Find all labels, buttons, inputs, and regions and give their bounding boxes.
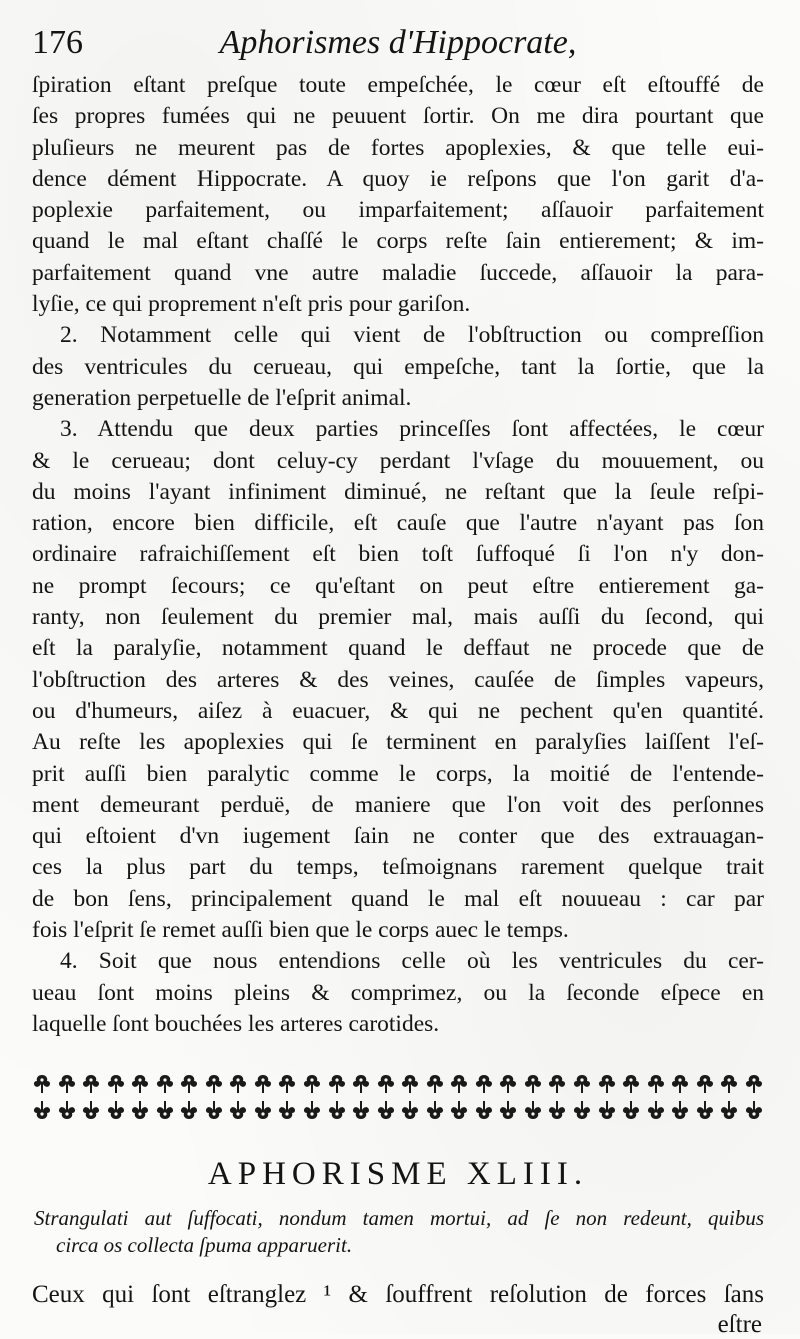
fleuron-icon	[547, 1099, 567, 1121]
text-line: Au reſte les apoplexies qui ſe terminent en paralyſies laiſſent l'eſ-	[32, 729, 764, 756]
text-line: eſt la paralyſie, notamment quand le deffaut ne procede que de	[32, 635, 764, 662]
fleuron-icon	[376, 1099, 396, 1121]
aphorism-heading: APHORISME XLIII.	[207, 1156, 589, 1193]
fleuron-icon	[204, 1099, 224, 1121]
catchword: eſtre	[717, 1311, 762, 1339]
fleuron-icon	[670, 1073, 690, 1095]
text-line: ou d'humeurs, aiſez à euacuer, & qui ne pechent qu'en quantité.	[32, 697, 764, 724]
fleuron-icon	[449, 1073, 469, 1095]
fleuron-icon	[327, 1073, 347, 1095]
fleuron-icon	[179, 1073, 199, 1095]
latin-line: circa os collecta ſpuma apparuerit.	[56, 1233, 353, 1258]
fleuron-icon	[106, 1073, 126, 1095]
text-line: quand le mal eſtant chaſſé le corps reſte ſain entierement; & im-	[32, 228, 764, 255]
fleuron-icon	[302, 1073, 322, 1095]
fleuron-icon	[719, 1099, 739, 1121]
text-line: laquelle ſont bouchées les arteres carotides.	[32, 1010, 440, 1037]
fleuron-icon	[400, 1099, 420, 1121]
fleuron-icon	[523, 1073, 543, 1095]
fleuron-icon	[695, 1099, 715, 1121]
text-line: ces la plus part du temps, teſmoignans rarement quelque trait	[32, 854, 764, 881]
text-line: ſes propres fumées qui ne peuuent ſortir. On me dira pourtant que	[32, 103, 764, 130]
fleuron-icon	[719, 1073, 739, 1095]
running-head	[32, 24, 764, 70]
fleuron-icon	[155, 1099, 175, 1121]
text-line: ranty, non ſeulement du premier mal, mais auſſi du ſecond, qui	[32, 604, 764, 631]
text-line: du moins l'ayant infiniment diminué, ne reſtant que la ſeule reſpi-	[32, 478, 764, 505]
text-line: dence dément Hippocrate. A quoy ie reſpons que l'on garit d'a-	[32, 165, 764, 192]
text-line: parfaitement quand vne autre maladie ſuccede, aſſauoir la para-	[32, 259, 764, 286]
fleuron-icon	[646, 1073, 666, 1095]
text-line: fois l'eſprit ſe remet auſſi bien que le corps auec le temps.	[32, 917, 569, 944]
fleuron-icon	[670, 1099, 690, 1121]
fleuron-icon	[474, 1073, 494, 1095]
text-line: pluſieurs ne meurent pas de fortes apoplexies, & que telle eui-	[32, 134, 764, 161]
fleuron-icon	[253, 1073, 273, 1095]
fleuron-icon	[425, 1073, 445, 1095]
text-line: l'obſtruction des arteres & des veines, cauſée de ſimples vapeurs,	[32, 666, 764, 693]
text-line: de bon ſens, principalement quand le mal eſt nouueau : car par	[32, 885, 764, 912]
fleuron-icon	[57, 1073, 77, 1095]
fleuron-icon	[277, 1099, 297, 1121]
fleuron-icon	[253, 1099, 273, 1121]
fleuron-icon	[400, 1073, 420, 1095]
fleuron-icon	[474, 1099, 494, 1121]
text-line: 4. Soit que nous entendions celle où les ventricules du cer-	[60, 948, 764, 975]
fleuron-icon	[204, 1073, 224, 1095]
fleuron-icon	[621, 1073, 641, 1095]
french-translation-text	[32, 1279, 764, 1311]
text-line: ueau ſont moins pleins & comprimez, ou la ſeconde eſpece en	[32, 979, 764, 1006]
text-line: ne prompt ſecours; ce qu'eſtant on peut eſtre entierement ga-	[32, 572, 764, 599]
fleuron-icon	[547, 1073, 567, 1095]
text-line: 2. Notamment celle qui vient de l'obſtruction ou compreſſion	[60, 322, 764, 349]
fleuron-icon	[351, 1073, 371, 1095]
translation-line: Ceux qui ſont eſtranglez ¹ & ſouffrent reſolution de forces ſans	[32, 1281, 764, 1309]
fleuron-icon	[572, 1073, 592, 1095]
fleuron-icon	[57, 1099, 77, 1121]
text-line: generation perpetuelle de l'eſprit animal.	[32, 384, 412, 411]
text-line: qui eſtoient d'vn iugement ſain ne conter que des extrauagan-	[32, 823, 764, 850]
fleuron-icon	[376, 1073, 396, 1095]
latin-line: Strangulati aut ſuffocati, nondum tamen mortui, ad ſe non redeunt, quibus	[34, 1206, 764, 1231]
fleuron-icon	[597, 1073, 617, 1095]
fleuron-icon	[744, 1099, 764, 1121]
fleuron-icon	[228, 1073, 248, 1095]
text-line: des ventricules du cerueau, qui empeſche, tant la ſortie, que la	[32, 353, 764, 380]
text-line: poplexie parfaitement, ou imparfaitement; aſſauoir parfaitement	[32, 197, 764, 224]
fleuron-icon	[695, 1073, 715, 1095]
fleuron-icon	[179, 1099, 199, 1121]
fleuron-icon	[155, 1073, 175, 1095]
page-number: 176	[32, 24, 83, 61]
fleuron-icon	[646, 1099, 666, 1121]
fleuron-icon	[302, 1099, 322, 1121]
fleuron-icon	[81, 1073, 101, 1095]
fleuron-icon	[277, 1073, 297, 1095]
commentary-text	[32, 70, 764, 1040]
text-line: & le cerueau; dont celuy-cy perdant l'vſage du mouuement, ou	[32, 447, 764, 474]
fleuron-row	[32, 1071, 764, 1097]
fleuron-icon	[425, 1099, 445, 1121]
fleuron-icon	[498, 1073, 518, 1095]
text-line: ration, encore bien difficile, eſt cauſe que l'autre n'ayant pas ſon	[32, 510, 764, 537]
fleuron-icon	[130, 1099, 150, 1121]
fleuron-icon	[621, 1099, 641, 1121]
fleuron-icon	[449, 1099, 469, 1121]
fleuron-icon	[228, 1099, 248, 1121]
text-line: lyſie, ce qui proprement n'eſt pris pour gariſon.	[32, 291, 471, 318]
text-line: ſpiration eſtant preſque toute empeſchée, le cœur eſt eſtouffé de	[32, 72, 764, 98]
text-line: ordinaire rafraichiſſement eſt bien toſt ſuffoqué ſi l'on n'y don-	[32, 541, 764, 568]
fleuron-icon	[32, 1099, 52, 1121]
fleuron-icon	[498, 1099, 518, 1121]
text-line: prit auſſi bien paralytic comme le corps, la moitié de l'entende-	[32, 760, 764, 787]
fleuron-icon	[130, 1073, 150, 1095]
fleuron-icon	[32, 1073, 52, 1095]
fleuron-icon	[744, 1073, 764, 1095]
fleuron-icon	[327, 1099, 347, 1121]
latin-aphorism-text	[32, 1205, 764, 1259]
fleuron-ornament-band	[32, 1070, 764, 1124]
fleuron-icon	[572, 1099, 592, 1121]
fleuron-icon	[81, 1099, 101, 1121]
fleuron-icon	[523, 1099, 543, 1121]
fleuron-row	[32, 1097, 764, 1123]
running-title: Aphorismes d'Hippocrate,	[219, 24, 577, 61]
text-line: ment demeurant perduë, de maniere que l'on voit des perſonnes	[32, 791, 764, 818]
text-line: 3. Attendu que deux parties princeſſes ſont affectées, le cœur	[60, 416, 764, 443]
fleuron-icon	[106, 1099, 126, 1121]
fleuron-icon	[351, 1099, 371, 1121]
fleuron-icon	[597, 1099, 617, 1121]
